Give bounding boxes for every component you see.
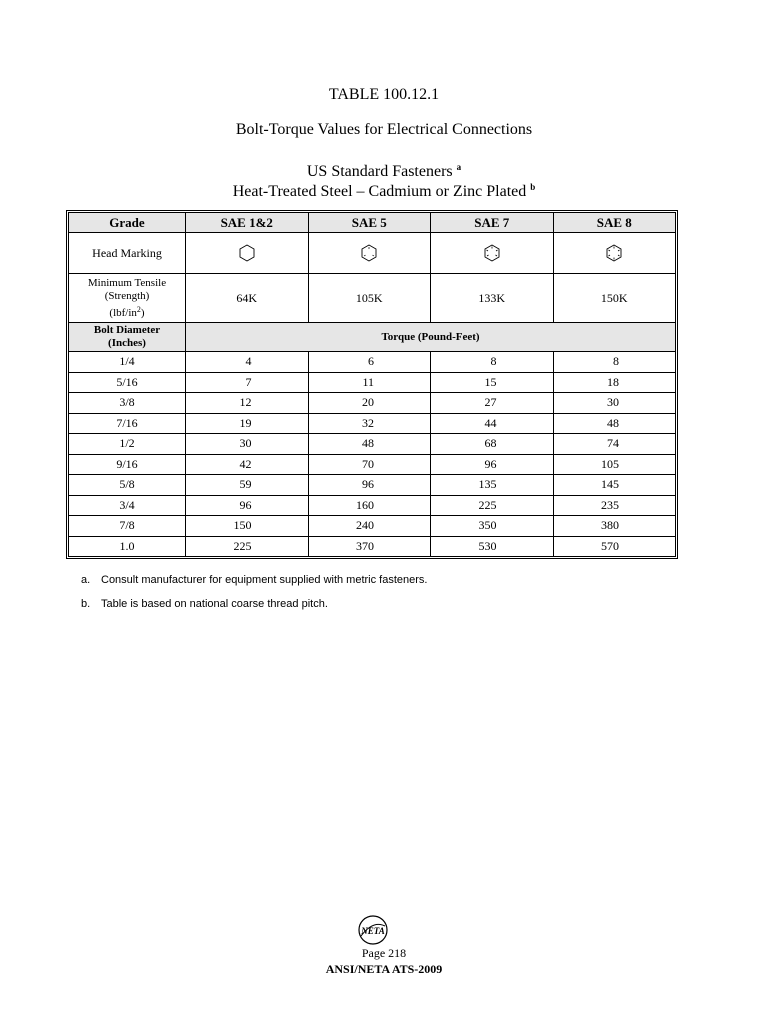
footnote-text: Table is based on national coarse thread pitch. — [101, 598, 328, 610]
torque-data-body — [69, 352, 676, 557]
footnote-text: Consult manufacturer for equipment supplied with metric fasteners. — [101, 574, 428, 586]
bolt-diameter-label — [69, 323, 186, 352]
torque-value-cell: 59 — [186, 475, 309, 496]
neta-logo — [355, 914, 391, 946]
bolt-diameter-cell: 1/4 — [69, 352, 186, 373]
tensile-label-line: Minimum Tensile — [87, 276, 167, 289]
footnote-label: a. — [81, 574, 91, 586]
torque-value-cell: 19 — [186, 413, 309, 434]
tensile-unit-text: (lbf/in — [109, 306, 137, 319]
grade-header: SAE 1&2 — [186, 213, 309, 233]
torque-value-cell: 48 — [553, 413, 676, 434]
grade-header: SAE 7 — [431, 213, 554, 233]
torque-value-cell: 350 — [431, 516, 554, 537]
torque-value-cell: 235 — [553, 495, 676, 516]
torque-table — [68, 212, 676, 557]
torque-value-cell: 96 — [186, 495, 309, 516]
torque-value-cell: 96 — [431, 454, 554, 475]
hexagon-three-lines-icon — [308, 233, 431, 274]
subtitle-material-text: Heat-Treated Steel – Cadmium or Zinc Plated — [232, 183, 527, 200]
tensile-value: 105K — [308, 274, 431, 323]
table-row — [69, 516, 676, 537]
head-marking-label: Head Marking — [69, 233, 186, 274]
torque-value-cell: 380 — [553, 516, 676, 537]
bolt-diameter-cell: 5/8 — [69, 475, 186, 496]
head-marking-row — [69, 233, 676, 274]
table-row — [69, 393, 676, 414]
torque-value-cell: 570 — [553, 536, 676, 557]
torque-value-cell: 12 — [186, 393, 309, 414]
footnote-label: b. — [81, 598, 91, 610]
hexagon-plain-icon — [186, 233, 309, 274]
tensile-value: 133K — [431, 274, 554, 323]
torque-value-cell: 27 — [431, 393, 554, 414]
grade-header-row — [69, 213, 676, 233]
table-number: TABLE 100.12.1 — [328, 86, 440, 103]
bolt-diameter-cell: 1/2 — [69, 434, 186, 455]
bolt-diameter-cell: 1.0 — [69, 536, 186, 557]
bolt-diameter-cell: 9/16 — [69, 454, 186, 475]
subtitle-fasteners-text: US Standard Fasteners — [306, 163, 453, 180]
torque-value-cell: 225 — [186, 536, 309, 557]
torque-value-cell: 42 — [186, 454, 309, 475]
torque-value-cell: 150 — [186, 516, 309, 537]
document-id: ANSI/NETA ATS-2009 — [325, 962, 443, 976]
table-row — [69, 352, 676, 373]
table-row — [69, 536, 676, 557]
torque-value-cell: 48 — [308, 434, 431, 455]
torque-value-cell: 145 — [553, 475, 676, 496]
torque-value-cell: 30 — [186, 434, 309, 455]
grade-label: Grade — [69, 213, 186, 233]
torque-value-cell: 225 — [431, 495, 554, 516]
bolt-diameter-cell: 3/4 — [69, 495, 186, 516]
bolt-diameter-cell: 7/8 — [69, 516, 186, 537]
torque-table-frame — [66, 210, 678, 559]
tensile-value: 64K — [186, 274, 309, 323]
torque-value-cell: 68 — [431, 434, 554, 455]
torque-value-cell: 105 — [553, 454, 676, 475]
hexagon-five-lines-icon — [431, 233, 554, 274]
bolt-diameter-label-line: (Inches) — [108, 337, 146, 349]
torque-value-cell: 6 — [308, 352, 431, 373]
tensile-row — [69, 274, 676, 323]
torque-value-cell: 8 — [431, 352, 554, 373]
tensile-unit-close: ) — [140, 306, 145, 319]
bolt-diameter-cell: 5/16 — [69, 372, 186, 393]
bolt-diameter-label-line: Bolt Diameter — [93, 324, 161, 336]
subtitle-material — [0, 182, 768, 201]
torque-value-cell: 4 — [186, 352, 309, 373]
tensile-label-line: (Strength) — [104, 289, 150, 302]
footnote-marker-b: b — [530, 182, 536, 192]
footnote-a — [81, 574, 428, 586]
torque-value-cell: 240 — [308, 516, 431, 537]
torque-value-cell: 32 — [308, 413, 431, 434]
table-row — [69, 434, 676, 455]
bolt-diameter-cell: 7/16 — [69, 413, 186, 434]
tensile-unit-exponent: 2 — [136, 304, 141, 314]
table-row — [69, 413, 676, 434]
table-title: Bolt-Torque Values for Electrical Connections — [235, 121, 533, 138]
torque-value-cell: 160 — [308, 495, 431, 516]
bolt-diameter-cell: 3/8 — [69, 393, 186, 414]
torque-value-cell: 20 — [308, 393, 431, 414]
torque-value-cell: 74 — [553, 434, 676, 455]
footnote-b — [81, 598, 328, 610]
subtitle-fasteners — [0, 162, 768, 181]
torque-label: Torque (Pound-Feet) — [186, 323, 676, 352]
tensile-label — [69, 274, 186, 323]
table-row — [69, 372, 676, 393]
neta-logo-text: NETA — [361, 926, 385, 936]
torque-value-cell: 530 — [431, 536, 554, 557]
torque-value-cell: 7 — [186, 372, 309, 393]
torque-value-cell: 11 — [308, 372, 431, 393]
torque-value-cell: 135 — [431, 475, 554, 496]
torque-value-cell: 15 — [431, 372, 554, 393]
hexagon-six-lines-icon — [553, 233, 676, 274]
torque-value-cell: 44 — [431, 413, 554, 434]
tensile-label-unit — [69, 303, 185, 320]
tensile-value: 150K — [553, 274, 676, 323]
torque-value-cell: 8 — [553, 352, 676, 373]
footnote-marker-a: a — [456, 162, 462, 172]
table-row — [69, 454, 676, 475]
torque-value-cell: 18 — [553, 372, 676, 393]
page-number: Page 218 — [361, 946, 407, 960]
torque-value-cell: 96 — [308, 475, 431, 496]
table-row — [69, 495, 676, 516]
torque-header-row — [69, 323, 676, 352]
grade-header: SAE 5 — [308, 213, 431, 233]
torque-value-cell: 370 — [308, 536, 431, 557]
table-row — [69, 475, 676, 496]
torque-value-cell: 30 — [553, 393, 676, 414]
torque-value-cell: 70 — [308, 454, 431, 475]
grade-header: SAE 8 — [553, 213, 676, 233]
